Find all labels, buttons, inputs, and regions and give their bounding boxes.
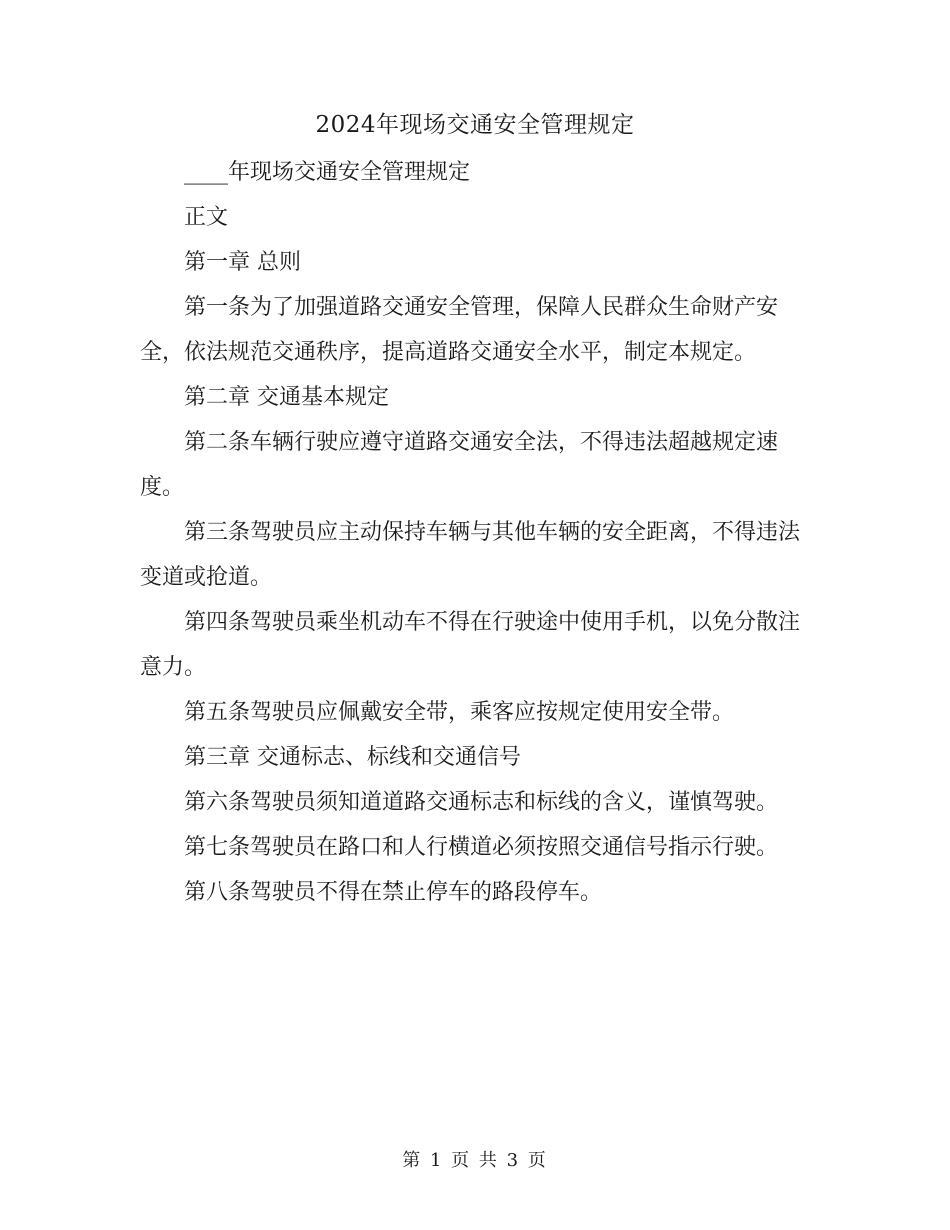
chapter-heading-1: 第一章 总则: [184, 250, 301, 275]
article-8: 第八条驾驶员不得在禁止停车的路段停车。: [184, 880, 603, 905]
page-footer: 第 1 页 共 3 页: [402, 1150, 548, 1171]
article-3: 第三条驾驶员应主动保持车辆与其他车辆的安全距离，不得违法变道或抢道。: [140, 520, 801, 590]
article-2: 第二条车辆行驶应遵守道路交通安全法，不得违法超越规定速度。: [140, 430, 779, 500]
article-6: 第六条驾驶员须知道道路交通标志和标线的含义，谨慎驾驶。: [184, 790, 779, 815]
article-4: 第四条驾驶员乘坐机动车不得在行驶途中使用手机，以免分散注意力。: [140, 610, 801, 680]
paragraph-zhengwen: 正文: [184, 205, 229, 230]
document-title: 2024年现场交通安全管理规定: [315, 112, 635, 138]
paragraph-subtitle: ____年现场交通安全管理规定: [184, 160, 471, 185]
document-body: [140, 150, 810, 915]
chapter-heading-2: 第二章 交通基本规定: [184, 385, 389, 410]
article-1: 第一条为了加强道路交通安全管理，保障人民群众生命财产安全，依法规范交通秩序，提高道路交通安全水平，制定本规定。: [140, 295, 779, 365]
chapter-heading-3: 第三章 交通标志、标线和交通信号: [184, 745, 521, 770]
article-7: 第七条驾驶员在路口和人行横道必须按照交通信号指示行驶。: [184, 835, 779, 860]
article-5: 第五条驾驶员应佩戴安全带，乘客应按规定使用安全带。: [184, 700, 735, 725]
